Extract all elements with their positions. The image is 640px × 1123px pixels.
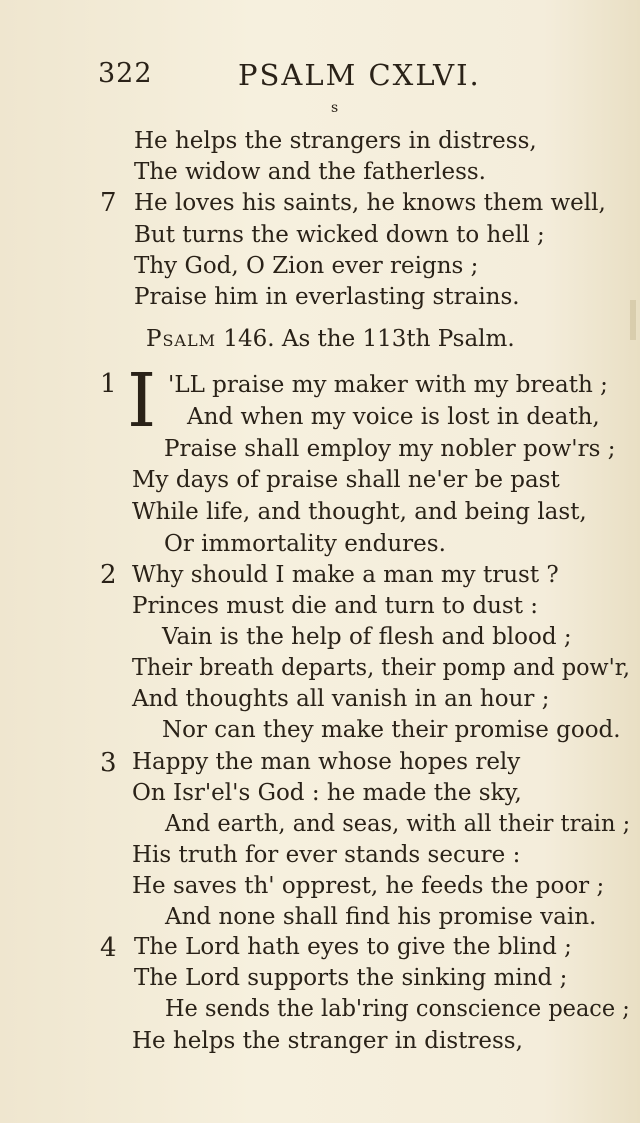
verse4-line-2: The Lord supports the sinking mind ;	[134, 965, 568, 991]
verse3-line-2: On Isr'el's God : he made the sky,	[132, 780, 522, 806]
psalm-heading	[146, 326, 515, 352]
verse-number: 1	[100, 369, 117, 399]
verse-number: 7	[100, 188, 117, 218]
verse3-line-1: Happy the man whose hopes rely	[132, 749, 521, 775]
verse1-line-2: And when my voice is lost in death,	[187, 404, 600, 430]
verse2-line-5: And thoughts all vanish in an hour ;	[132, 686, 550, 712]
verse7-line-3: Thy God, O Zion ever reigns ;	[134, 253, 479, 279]
verse4-line-3: He sends the lab'ring conscience peace ;	[165, 996, 630, 1022]
verse1-line-5: While life, and thought, and being last,	[132, 499, 587, 525]
page-number: 322	[98, 58, 153, 89]
page-header	[0, 58, 640, 98]
verse1-line-3: Praise shall employ my nobler pow'rs ;	[164, 436, 616, 462]
verse2-line-3: Vain is the help of flesh and blood ;	[162, 624, 572, 650]
verse2-line-6: Nor can they make their promise good.	[162, 717, 621, 743]
running-head: PSALM CXLVI.	[238, 58, 481, 92]
verse-number: 3	[100, 748, 117, 778]
verse-number: 4	[100, 933, 117, 963]
verse3-line-5: He saves th' opprest, he feeds the poor ;	[132, 873, 605, 899]
drop-cap: I	[127, 358, 157, 444]
continuation-line-1: He helps the strangers in distress,	[134, 128, 537, 154]
verse4-line-4: He helps the stranger in distress,	[132, 1028, 523, 1054]
verse1-line-1: 'LL praise my maker with my breath ;	[168, 372, 608, 398]
psalm-heading-label: Psalm	[146, 326, 216, 352]
verse4-line-1: The Lord hath eyes to give the blind ;	[134, 934, 572, 960]
verse1-line-4: My days of praise shall ne'er be past	[132, 467, 560, 493]
verse7-line-2: But turns the wicked down to hell ;	[134, 222, 545, 248]
verse2-line-4: Their breath departs, their pomp and pow'r,	[132, 655, 631, 681]
verse2-line-2: Princes must die and turn to dust :	[132, 593, 539, 619]
verse3-line-6: And none shall find his promise vain.	[165, 904, 597, 930]
continuation-line-2: The widow and the fatherless.	[134, 159, 486, 185]
verse3-line-4: His truth for ever stands secure :	[132, 842, 521, 868]
page-edge-shadow	[630, 300, 636, 340]
signature-mark: s	[331, 100, 339, 116]
verse7-line-4: Praise him in everlasting strains.	[134, 284, 520, 310]
verse2-line-1: Why should I make a man my trust ?	[132, 562, 559, 588]
verse-number: 2	[100, 560, 117, 590]
psalm-heading-rest: 146. As the 113th Psalm.	[223, 326, 515, 352]
verse1-line-6: Or immortality endures.	[164, 531, 446, 557]
verse3-line-3: And earth, and seas, with all their train ;	[165, 811, 631, 837]
verse7-line-1: He loves his saints, he knows them well,	[134, 190, 606, 216]
